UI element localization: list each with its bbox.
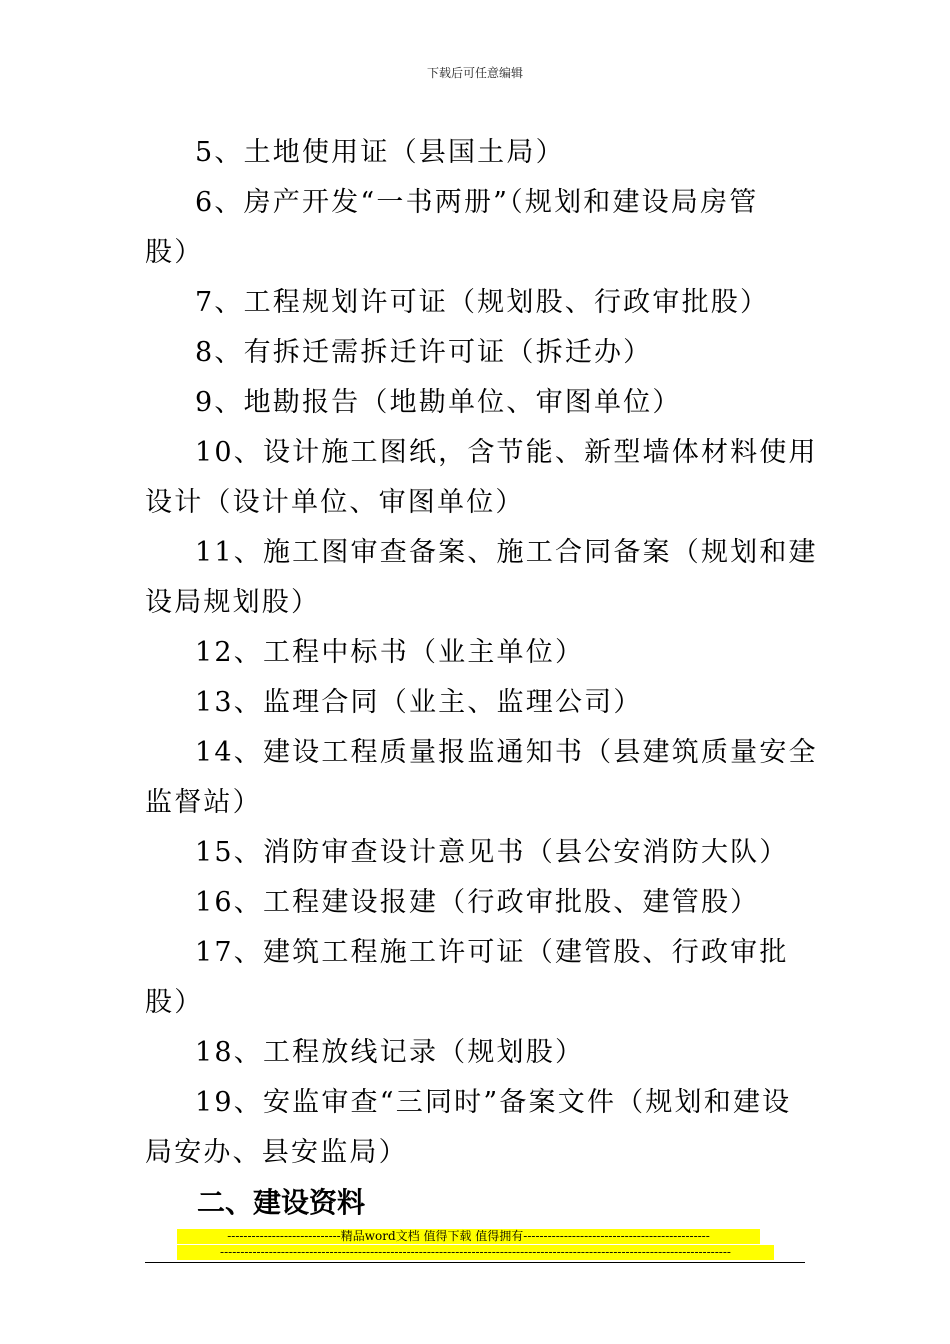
list-item: 10、设计施工图纸，含节能、新型墙体材料使用 <box>195 437 818 468</box>
footer-banner: ----------------------------精品word文档 值得下载 值得拥有---------------------------------------------- <box>177 1229 760 1244</box>
page-header: 下载后可任意编辑 <box>426 66 523 80</box>
footer-rule <box>145 1262 805 1263</box>
document-body <box>145 128 818 1228</box>
list-item-continuation: 局安办、县安监局） <box>145 1137 408 1168</box>
list-item: 15、消防审查设计意见书（县公安消防大队） <box>195 837 789 868</box>
list-item: 14、建设工程质量报监通知书（县建筑质量安全 <box>195 737 818 768</box>
list-item-continuation: 设计（设计单位、审图单位） <box>145 487 525 518</box>
item-list <box>145 128 818 1178</box>
list-item: 16、工程建设报建（行政审批股、建管股） <box>195 887 760 918</box>
list-item-continuation: 监督站） <box>145 787 262 818</box>
list-item: 19、安监审查“三同时”备案文件（规划和建设 <box>195 1087 792 1118</box>
list-item: 18、工程放线记录（规划股） <box>195 1037 585 1068</box>
section-heading: 二、建设资料 <box>197 1186 366 1219</box>
list-item-continuation: 股） <box>145 987 204 1018</box>
list-item-continuation: 股） <box>145 237 204 268</box>
list-item: 17、建筑工程施工许可证（建管股、行政审批 <box>195 937 789 968</box>
list-item: 6、房产开发“一书两册”（规划和建设局房管 <box>195 187 759 218</box>
list-item: 11、施工图审查备案、施工合同备案（规划和建 <box>195 537 818 568</box>
list-item: 9、地勘报告（地勘单位、审图单位） <box>195 387 682 418</box>
list-item-continuation: 设局规划股） <box>145 587 321 618</box>
list-item: 5、土地使用证（县国土局） <box>195 137 565 168</box>
list-item: 13、监理合同（业主、监理公司） <box>195 687 643 718</box>
list-item: 8、有拆迁需拆迁许可证（拆迁办） <box>195 337 653 368</box>
list-item: 12、工程中标书（业主单位） <box>195 637 585 668</box>
footer-dashes: ------------------------------------------------------------------------------------------------------------------------------ <box>177 1245 774 1260</box>
list-item: 7、工程规划许可证（规划股、行政审批股） <box>195 287 770 318</box>
